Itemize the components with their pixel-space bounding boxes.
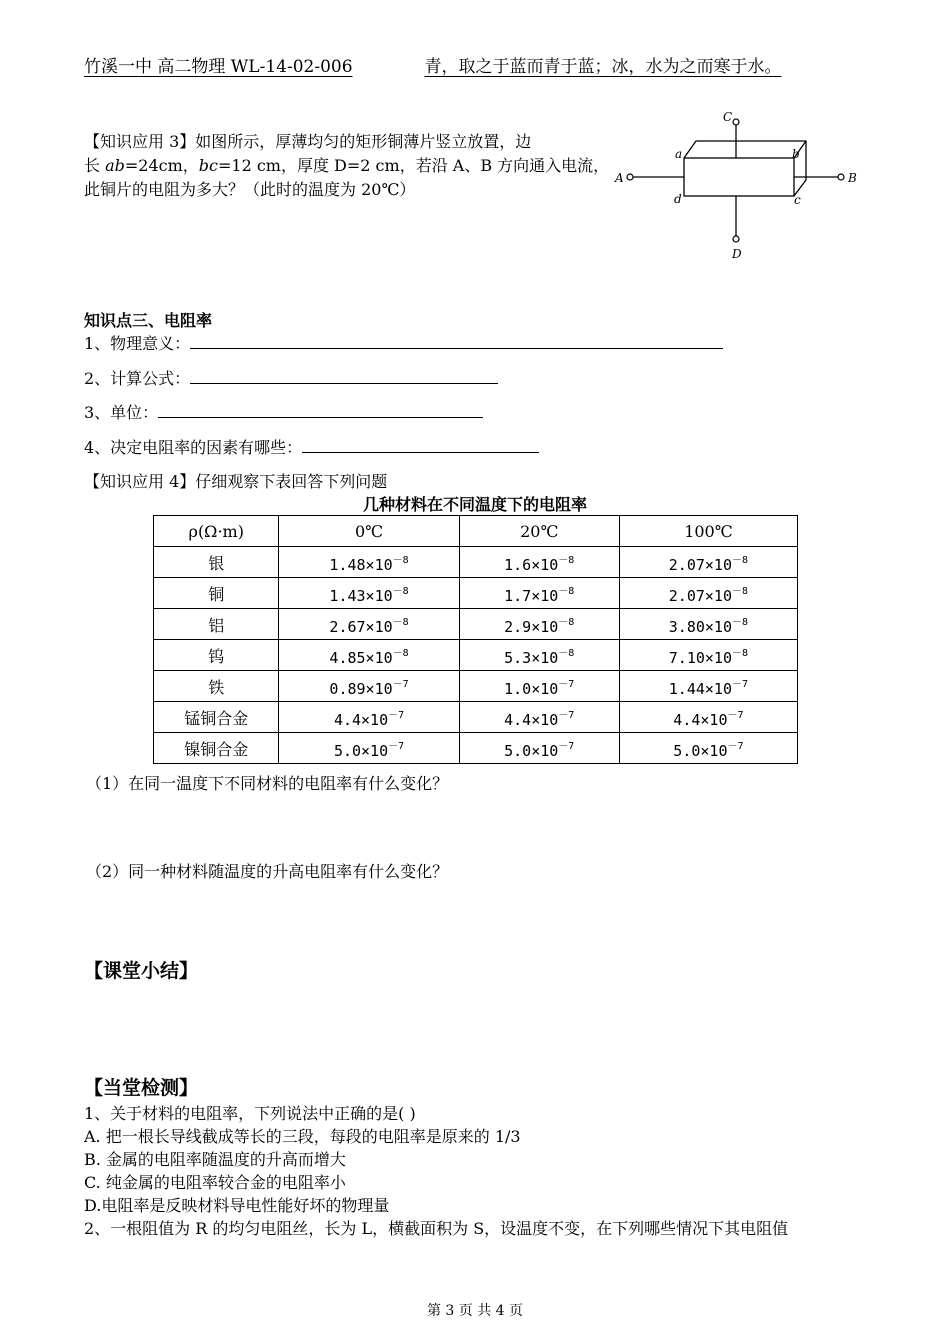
resistivity-table: [153, 515, 798, 764]
table-title: 几种材料在不同温度下的电阻率: [362, 495, 587, 514]
q-physical-meaning: 1、物理意义：: [84, 332, 723, 356]
table-row: [154, 609, 798, 640]
value-cell: $7.10\times 10^{-8}$: [619, 640, 797, 671]
table-row: [154, 671, 798, 702]
material-cell: 镍铜合金: [154, 733, 279, 764]
app3-line3: 此铜片的电阻为多大？（此时的温度为 20℃）: [84, 180, 416, 199]
blank-formula[interactable]: [190, 368, 498, 384]
header-0c: 0℃: [279, 516, 459, 547]
value-cell: $5.0\times 10^{-7}$: [279, 733, 459, 764]
value-cell: $2.07\times 10^{-8}$: [619, 578, 797, 609]
value-cell: $2.07\times 10^{-8}$: [619, 547, 797, 578]
option-b: B. 金属的电阻率随温度的升高而增大: [84, 1150, 346, 1169]
material-cell: 铝: [154, 609, 279, 640]
q-formula: 2、计算公式：: [84, 367, 498, 391]
value-cell: $0.89\times 10^{-7}$: [279, 671, 459, 702]
table-row: [154, 733, 798, 764]
header-20c: 20℃: [459, 516, 619, 547]
page-footer: 第 3 页 共 4 页: [426, 1303, 524, 1319]
material-cell: 铜: [154, 578, 279, 609]
page-header: [84, 52, 782, 77]
value-cell: $1.48\times 10^{-8}$: [279, 547, 459, 578]
label-c: c: [794, 193, 801, 207]
material-cell: 锰铜合金: [154, 702, 279, 733]
label-d: d: [674, 192, 682, 206]
header-left: 竹溪一中 高二物理 WL-14-02-006: [84, 57, 353, 77]
option-a: A. 把一根长导线截成等长的三段，每段的电阻率是原来的 1/3: [84, 1127, 521, 1146]
table-row: [154, 640, 798, 671]
value-cell: $5.0\times 10^{-7}$: [619, 733, 797, 764]
test-title: 【当堂检测】: [84, 1077, 199, 1099]
option-d: D.电阻率是反映材料导电性能好坏的物理量: [84, 1196, 390, 1215]
label-A: A: [615, 171, 624, 185]
summary-title: 【课堂小结】: [84, 960, 199, 982]
value-cell: $1.7\times 10^{-8}$: [459, 578, 619, 609]
material-cell: 铁: [154, 671, 279, 702]
label-D: D: [732, 247, 742, 261]
option-c: C. 纯金属的电阻率较合金的电阻率小: [84, 1173, 346, 1192]
blank-unit[interactable]: [158, 402, 483, 418]
label-B: B: [848, 171, 857, 185]
value-cell: $2.67\times 10^{-8}$: [279, 609, 459, 640]
header-motto: 青，取之于蓝而青于蓝；冰，水为之而寒于水。: [424, 57, 782, 77]
value-cell: $1.0\times 10^{-7}$: [459, 671, 619, 702]
value-cell: $1.43\times 10^{-8}$: [279, 578, 459, 609]
value-cell: $4.4\times 10^{-7}$: [459, 702, 619, 733]
value-cell: $5.3\times 10^{-8}$: [459, 640, 619, 671]
value-cell: $5.0\times 10^{-7}$: [459, 733, 619, 764]
app3-line2: 长 ab=24cm，bc=12 cm，厚度 D=2 cm，若沿 A、B 方向通入电流，: [84, 156, 610, 175]
table-row: [154, 702, 798, 733]
label-a: a: [675, 147, 683, 161]
value-cell: $2.9\times 10^{-8}$: [459, 609, 619, 640]
label-C: C: [723, 110, 733, 124]
value-cell: $3.80\times 10^{-8}$: [619, 609, 797, 640]
section3-title: 知识点三、电阻率: [84, 311, 213, 330]
material-cell: 银: [154, 547, 279, 578]
q-factors: 4、决定电阻率的因素有哪些：: [84, 436, 539, 460]
table-row: [154, 547, 798, 578]
bc-symbol: bc: [198, 156, 218, 175]
test-question-1: 1、关于材料的电阻率，下列说法中正确的是( ): [84, 1104, 416, 1123]
app4-question-1: （1）在同一温度下不同材料的电阻率有什么变化？: [86, 774, 449, 793]
header-rho: ρ(Ω·m): [154, 516, 279, 547]
table-header-row: [154, 516, 798, 547]
value-cell: $1.6\times 10^{-8}$: [459, 547, 619, 578]
blank-physical-meaning[interactable]: [190, 333, 723, 349]
label-b: b: [792, 147, 800, 161]
test-question-2: 2、一根阻值为 R 的均匀电阻丝，长为 L，横截面积为 S，设温度不变，在下列哪些情况下其电阻值: [84, 1219, 789, 1238]
plate-front-face: [684, 158, 794, 196]
value-cell: $1.44\times 10^{-7}$: [619, 671, 797, 702]
app4-intro: 【知识应用 4】仔细观察下表回答下列问题: [84, 472, 388, 491]
value-cell: $4.85\times 10^{-8}$: [279, 640, 459, 671]
blank-factors[interactable]: [302, 437, 539, 453]
q-unit: 3、单位：: [84, 401, 483, 425]
app3-line1: 【知识应用 3】如图所示，厚薄均匀的矩形铜薄片竖立放置，边: [84, 132, 532, 151]
material-cell: 钨: [154, 640, 279, 671]
value-cell: $4.4\times 10^{-7}$: [619, 702, 797, 733]
copper-plate-figure: [612, 108, 872, 263]
table-row: [154, 578, 798, 609]
app4-question-2: （2）同一种材料随温度的升高电阻率有什么变化？: [86, 862, 449, 881]
header-100c: 100℃: [619, 516, 797, 547]
ab-symbol: ab: [105, 156, 125, 175]
value-cell: $4.4\times 10^{-7}$: [279, 702, 459, 733]
